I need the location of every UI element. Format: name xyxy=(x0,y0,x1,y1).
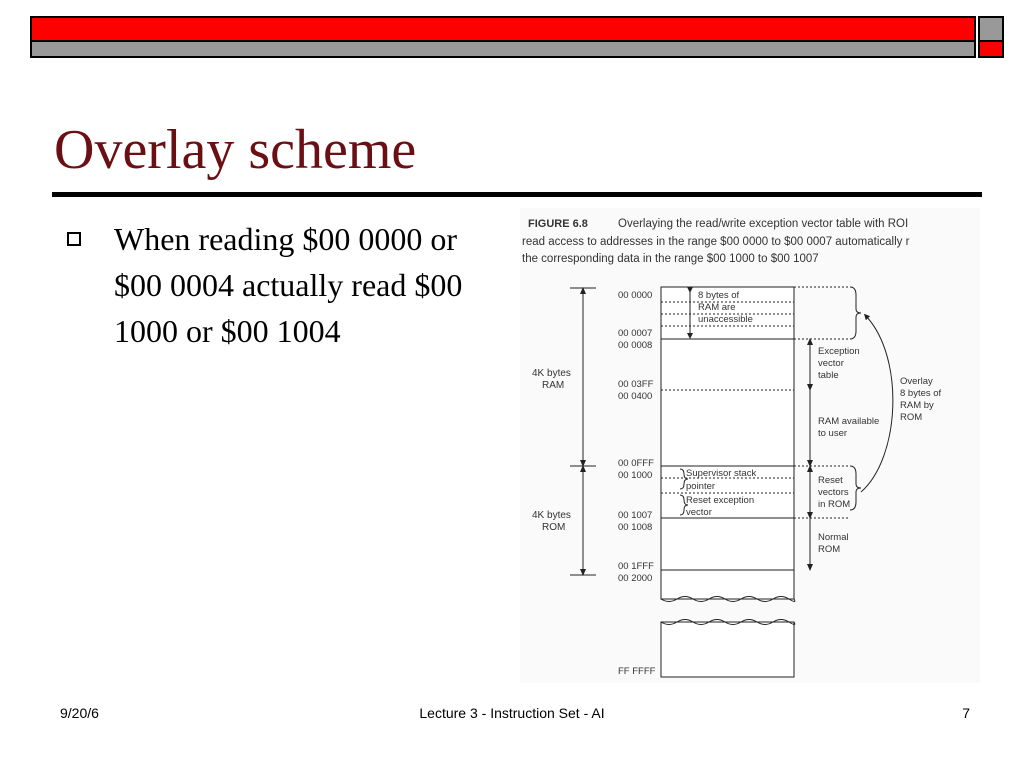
overlay-curve-arrow xyxy=(861,316,893,492)
ssp-label-1: Supervisor stack xyxy=(686,468,757,479)
addr-001008: 00 1008 xyxy=(618,522,653,533)
ram-user-label-2: to user xyxy=(818,428,848,439)
header-bar-red xyxy=(30,16,976,42)
figure-label: FIGURE 6.8 xyxy=(528,218,588,230)
memory-column xyxy=(661,287,794,599)
memory-map-svg xyxy=(520,208,980,683)
addr-001fff: 00 1FFF xyxy=(618,561,654,572)
normal-arrow-bottom xyxy=(807,564,813,571)
footer-title: Lecture 3 - Instruction Set - AI xyxy=(419,705,605,721)
addr-000007: 00 0007 xyxy=(618,328,653,339)
rom-type-label: ROM xyxy=(542,522,566,533)
evt-label-2: vector xyxy=(818,358,844,369)
evt-label-3: table xyxy=(818,370,839,381)
addr-000400: 00 0400 xyxy=(618,391,653,402)
memory-column-end xyxy=(661,622,794,677)
unaccessible-label-2: RAM are xyxy=(698,302,736,313)
ssp-label-2: pointer xyxy=(686,481,716,492)
ram-size-label: 4K bytes xyxy=(532,368,571,379)
reset-vector-label-1: Reset exception xyxy=(686,495,755,506)
normal-rom-label-1: Normal xyxy=(818,532,849,543)
unaccessible-label-1: 8 bytes of xyxy=(698,290,740,301)
figure-caption-line3: the corresponding data in the range $00 1000 to $00 1007 xyxy=(522,253,819,265)
reset-vectors-label-1: Reset xyxy=(818,475,843,486)
addr-002000: 00 2000 xyxy=(618,573,653,584)
rom-size-label: 4K bytes xyxy=(532,510,571,521)
overlay-label-1: Overlay xyxy=(900,376,933,387)
header-corner-grey xyxy=(978,16,1004,42)
overlay-source-brace xyxy=(850,287,861,339)
addr-ffffff: FF FFFF xyxy=(618,666,656,677)
footer-date: 9/20/6 xyxy=(60,705,99,721)
reset-vectors-label-2: vectors xyxy=(818,487,849,498)
evt-arrow-bottom xyxy=(807,384,813,391)
figure-caption-line2: read access to addresses in the range $00 0000 to $00 0007 automatically r xyxy=(522,236,910,248)
slide-number: 7 xyxy=(962,705,970,721)
addr-0003ff: 00 03FF xyxy=(618,379,654,390)
header-bar-grey xyxy=(30,42,976,58)
overlay-label-3: RAM by xyxy=(900,400,934,411)
normal-rom-label-2: ROM xyxy=(818,544,841,555)
memory-map-figure xyxy=(520,208,980,683)
unaccessible-label-3: unaccessible xyxy=(698,314,753,325)
reset-vector-label-2: vector xyxy=(686,507,712,518)
addr-001007: 00 1007 xyxy=(618,510,653,521)
bullet-square-icon xyxy=(67,232,81,246)
reset-vectors-label-3: in ROM xyxy=(818,499,851,510)
ram-user-label-1: RAM available xyxy=(818,416,880,427)
title-underline xyxy=(52,192,982,197)
addr-000fff: 00 0FFF xyxy=(618,458,654,469)
addr-000008: 00 0008 xyxy=(618,340,653,351)
slide-title: Overlay scheme xyxy=(54,119,417,181)
addr-001000: 00 1000 xyxy=(618,470,653,481)
bullet-text: When reading $00 0000 or $00 0004 actually read $00 1000 or $00 1004 xyxy=(114,221,463,349)
figure-caption-line1: Overlaying the read/write exception vector table with ROI xyxy=(618,218,909,230)
evt-label-1: Exception xyxy=(818,346,860,357)
reset-vectors-brace xyxy=(850,466,861,510)
addr-000000: 00 0000 xyxy=(618,290,653,301)
overlay-label-2: 8 bytes of xyxy=(900,388,942,399)
ram-type-label: RAM xyxy=(542,380,565,391)
header-corner-red xyxy=(978,42,1004,58)
overlay-label-4: ROM xyxy=(900,412,923,423)
